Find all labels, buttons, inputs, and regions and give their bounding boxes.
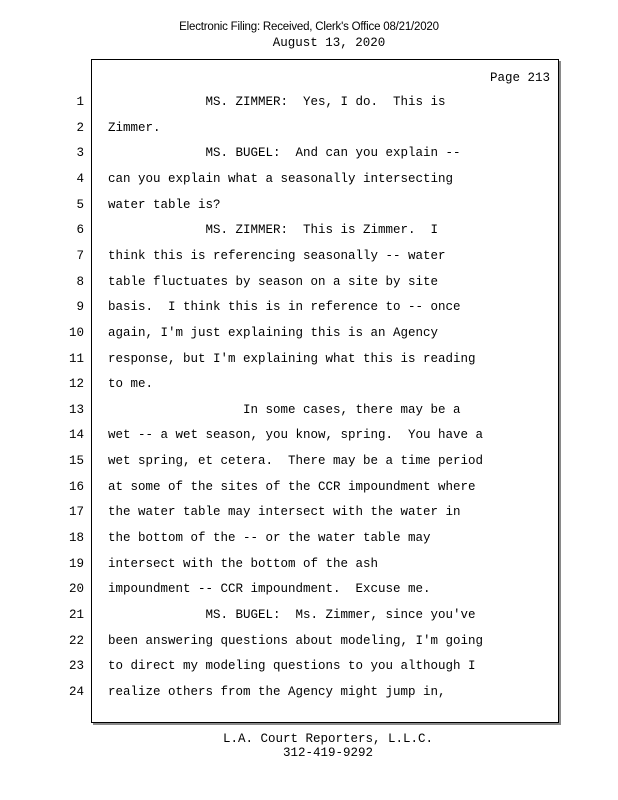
transcript-line <box>0 377 618 397</box>
line-text: In some cases, there may be a <box>108 402 461 417</box>
line-number: 21 <box>68 608 84 622</box>
line-number: 5 <box>76 197 84 212</box>
transcript-line <box>0 95 618 115</box>
transcript-line <box>0 505 618 525</box>
line-text: been answering questions about modeling, I'm going <box>108 633 484 648</box>
line-number: 10 <box>68 325 84 340</box>
transcript-line <box>0 480 618 500</box>
page-number: Page 213 <box>489 71 550 85</box>
transcript-line <box>0 659 618 679</box>
line-text: response, but I'm explaining what this is reading <box>108 351 476 366</box>
line-text: to direct my modeling questions to you although I <box>108 659 476 674</box>
line-number: 11 <box>68 351 84 366</box>
line-text: think this is referencing seasonally -- water <box>108 248 446 263</box>
line-text: wet -- a wet season, you know, spring. You have a <box>108 428 484 443</box>
line-number: 15 <box>68 454 84 469</box>
line-text: again, I'm just explaining this is an Agency <box>108 325 439 340</box>
transcript-line <box>0 582 618 602</box>
line-text: to me. <box>108 377 154 392</box>
transcript-line <box>0 121 618 141</box>
line-number: 19 <box>68 556 84 571</box>
line-number: 12 <box>68 377 84 392</box>
line-number: 9 <box>76 300 84 315</box>
transcript-line <box>0 249 618 269</box>
line-number: 18 <box>68 531 84 546</box>
line-text: at some of the sites of the CCR impoundment where <box>108 479 476 494</box>
transcript-line <box>0 403 618 423</box>
court-reporter-phone: 312-419-9292 <box>282 746 373 760</box>
line-text: Zimmer. <box>108 120 161 135</box>
line-text: the bottom of the -- or the water table may <box>108 531 431 546</box>
transcript-line <box>0 531 618 551</box>
line-text: water table is? <box>108 197 221 212</box>
line-number: 16 <box>68 479 84 494</box>
hearing-date: August 13, 2020 <box>272 36 386 50</box>
line-number: 7 <box>76 248 84 263</box>
line-number: 23 <box>68 659 84 674</box>
line-number: 14 <box>68 428 84 443</box>
transcript-line <box>0 326 618 346</box>
line-text: basis. I think this is in reference to -- once <box>108 300 461 315</box>
line-number: 3 <box>76 146 84 161</box>
court-reporter-name: L.A. Court Reporters, L.L.C. <box>222 732 434 746</box>
transcript-line <box>0 223 618 243</box>
line-number: 24 <box>68 684 84 699</box>
line-text: realize others from the Agency might jump in, <box>108 684 446 699</box>
line-number: 17 <box>68 505 84 520</box>
transcript-line <box>0 146 618 166</box>
line-text: intersect with the bottom of the ash <box>108 556 379 571</box>
line-text: MS. ZIMMER: This is Zimmer. I <box>108 223 439 238</box>
line-number: 20 <box>68 582 84 597</box>
line-number: 6 <box>76 223 84 238</box>
line-number: 13 <box>68 402 84 417</box>
line-number: 8 <box>76 274 84 289</box>
line-text: MS. BUGEL: Ms. Zimmer, since you've <box>108 608 476 622</box>
line-text: can you explain what a seasonally intersecting <box>108 171 454 186</box>
line-text: wet spring, et cetera. There may be a time period <box>108 454 484 469</box>
transcript-line <box>0 275 618 295</box>
transcript-line <box>0 454 618 474</box>
line-text: MS. BUGEL: And can you explain -- <box>108 146 461 161</box>
line-text: table fluctuates by season on a site by site <box>108 274 439 289</box>
transcript-line <box>0 557 618 577</box>
transcript-line <box>0 428 618 448</box>
transcript-line <box>0 198 618 218</box>
line-text: the water table may intersect with the water in <box>108 505 461 520</box>
transcript-line <box>0 685 618 705</box>
transcript-line <box>0 300 618 320</box>
line-text: MS. ZIMMER: Yes, I do. This is <box>108 95 446 109</box>
line-text: impoundment -- CCR impoundment. Excuse me. <box>108 582 431 597</box>
line-number: 1 <box>76 95 84 109</box>
filing-stamp: Electronic Filing: Received, Clerk's Office 08/21/2020 <box>179 21 439 33</box>
transcript-line <box>0 608 618 628</box>
line-number: 2 <box>76 120 84 135</box>
line-number: 4 <box>76 171 84 186</box>
line-number: 22 <box>68 633 84 648</box>
transcript-line <box>0 352 618 372</box>
transcript-line <box>0 172 618 192</box>
transcript-line <box>0 634 618 654</box>
